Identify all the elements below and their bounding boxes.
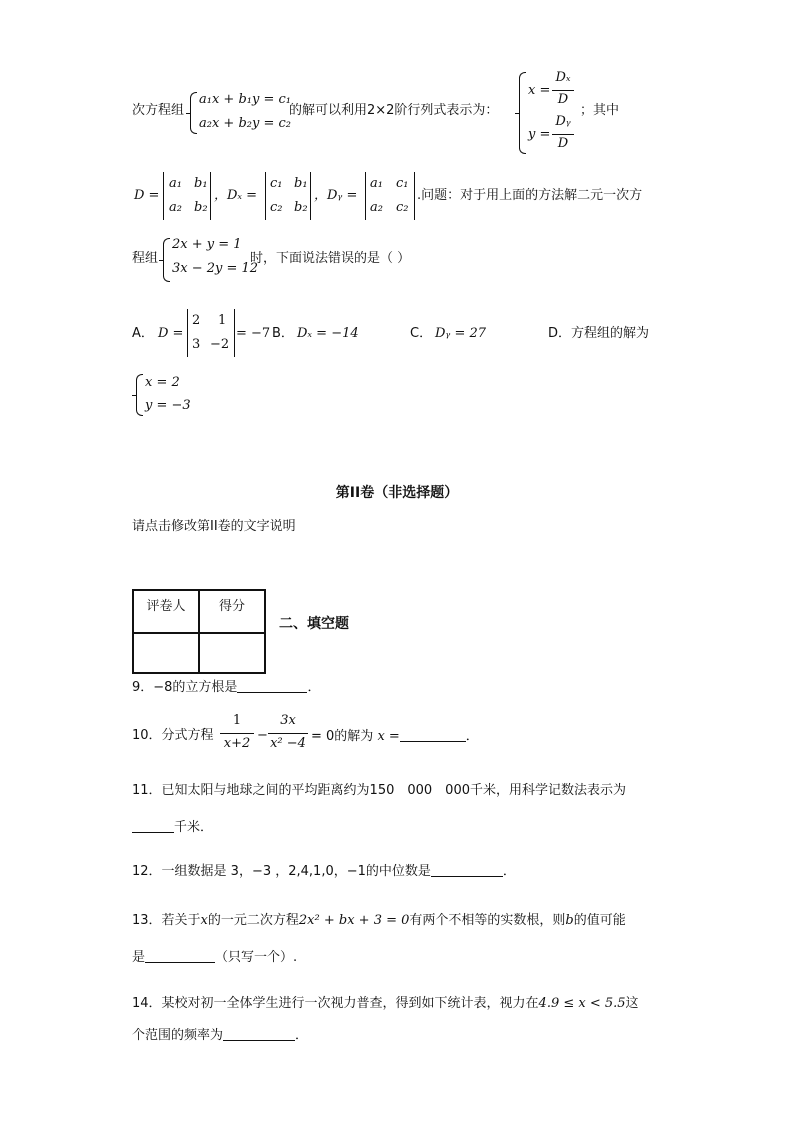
- q10-text: 10．分式方程: [132, 728, 214, 743]
- option-d-eq2: y = −3: [145, 398, 191, 413]
- q11-text: 11．已知太阳与地球之间的平均距离约为150 000 000千米，用科学记数法表示为: [132, 783, 626, 798]
- q13-b: b: [565, 913, 574, 928]
- q9-end: ．: [307, 680, 321, 695]
- p8-sol-x-lhs: x =: [528, 83, 551, 98]
- det-cell: 1: [218, 313, 227, 328]
- system-brace: [163, 238, 170, 282]
- q12-text: 12．一组数据是 3，−3 ，2,4,1,0，−1的中位数是: [132, 864, 431, 879]
- frac-x-num: Dₓ: [555, 70, 571, 85]
- det-Dy-label: ，Dᵧ =: [314, 188, 358, 203]
- det-cell: a₂: [169, 200, 182, 215]
- answer-blank[interactable]: [431, 862, 503, 877]
- det-cell: b₁: [194, 176, 208, 191]
- section-title: 第II卷（非选择题）: [335, 485, 459, 501]
- question-14: [132, 995, 639, 1013]
- answer-blank[interactable]: [132, 818, 174, 833]
- det-D: [163, 172, 211, 220]
- answer-blank[interactable]: [400, 727, 466, 742]
- p8-eq2: a₂x + b₂y = c₂: [199, 116, 291, 131]
- p8-frac-y: [552, 114, 574, 154]
- p8-mid-text: 的解可以利用2×2阶行列式表示为：: [289, 103, 499, 118]
- q10-x: x =: [377, 729, 400, 744]
- q10-minus: −: [257, 728, 268, 743]
- q10-end: ．: [465, 729, 479, 744]
- score-cell[interactable]: [199, 633, 265, 673]
- p8-sol-y-lhs: y =: [528, 127, 551, 142]
- det-cell: c₁: [270, 176, 283, 191]
- frac-y-num: Dᵧ: [555, 114, 571, 129]
- det-Dx: [265, 172, 311, 220]
- q13-text-e: 是: [132, 950, 146, 965]
- option-a-det: [187, 309, 235, 357]
- p8-eq1: a₁x + b₁y = c₁: [199, 92, 291, 107]
- frac-x-den: D: [557, 92, 569, 107]
- option-b-label: B．: [272, 326, 294, 341]
- p8-intro: 次方程组: [132, 103, 185, 118]
- det-cell: 2: [192, 313, 201, 328]
- q13-end: （只写一个）.: [215, 950, 298, 965]
- fraction-denominator: x+2: [223, 736, 251, 751]
- det-cell: −2: [210, 337, 230, 352]
- answer-blank[interactable]: [145, 948, 215, 963]
- question-13-rest: [132, 948, 297, 967]
- section-note: 请点击修改第II卷的文字说明: [132, 519, 296, 534]
- answer-blank[interactable]: [223, 1026, 295, 1041]
- solution-brace: [519, 72, 526, 154]
- option-a-D: D =: [158, 326, 184, 341]
- q12-end: ．: [502, 864, 516, 879]
- det-cell: a₂: [370, 200, 383, 215]
- question-10-rest: [311, 727, 479, 746]
- q10-fraction-1: [220, 713, 254, 755]
- det-cell: c₂: [396, 200, 409, 215]
- frac-bar: [552, 134, 574, 135]
- det-cell: c₂: [270, 200, 283, 215]
- fraction-numerator: 1: [232, 713, 242, 728]
- part-title: 二、填空题: [279, 616, 349, 632]
- q14-text-c: 个范围的频率为: [132, 1028, 224, 1043]
- system-brace: [190, 92, 197, 134]
- q9-text: 9．−8的立方根是: [132, 680, 238, 695]
- q10-fraction-2: [268, 713, 308, 755]
- det-Dx-label: ，Dₓ =: [214, 188, 258, 203]
- q13-text-c: 有两个不相等的实数根，则: [409, 913, 566, 928]
- q13-equation: 2x² + bx + 3 = 0: [298, 913, 410, 928]
- q13-text-b: 的一元二次方程: [207, 913, 299, 928]
- det-Dy: [365, 172, 415, 220]
- p8-sys-intro: 程组: [132, 251, 159, 266]
- p8-tail: ；其中: [580, 103, 620, 118]
- p8-question: .问题：对于用上面的方法解二元一次方: [417, 188, 643, 203]
- frac-y-den: D: [557, 136, 569, 151]
- q14-range: 4.9 ≤ x < 5.5: [538, 996, 626, 1011]
- q14-text-b: 这: [625, 996, 639, 1011]
- det-D-label: D =: [134, 188, 160, 203]
- frac-bar: [220, 733, 254, 734]
- det-cell: a₁: [169, 176, 182, 191]
- det-cell: a₁: [370, 176, 383, 191]
- answer-blank[interactable]: [237, 678, 307, 693]
- option-d-eq1: x = 2: [145, 375, 180, 390]
- option-a-value: = −7: [236, 326, 271, 341]
- option-b-expr: Dₓ = −14: [297, 326, 359, 341]
- det-cell: b₁: [294, 176, 308, 191]
- question-13: [132, 912, 626, 930]
- grader-cell[interactable]: [133, 633, 199, 673]
- q13-x: x: [200, 913, 208, 928]
- q14-end: ．: [295, 1028, 309, 1043]
- p8-sys-eq2: 3x − 2y = 12: [172, 261, 259, 276]
- option-c-expr: Dᵧ = 27: [435, 326, 487, 341]
- option-d-brace: [136, 374, 143, 416]
- question-9: [132, 678, 320, 697]
- question-12: [132, 862, 516, 881]
- p8-frac-x: [552, 70, 574, 110]
- score-header: 得分: [199, 590, 265, 633]
- det-cell: b₂: [294, 200, 308, 215]
- fraction-denominator: x² −4: [270, 736, 306, 751]
- p8-sys-tail: 时，下面说法错误的是（ ）: [250, 251, 411, 266]
- fraction-numerator: 3x: [280, 713, 296, 728]
- question-11-rest: [132, 818, 213, 837]
- option-c-label: C．: [410, 326, 433, 341]
- option-d-label: D．方程组的解为: [548, 326, 650, 341]
- q14-text: 14．某校对初一全体学生进行一次视力普查，得到如下统计表，视力在: [132, 996, 539, 1011]
- frac-bar: [268, 733, 308, 734]
- q13-text: 13．若关于: [132, 913, 201, 928]
- det-cell: c₁: [396, 176, 409, 191]
- q13-text-d: 的值可能: [573, 913, 626, 928]
- grader-header: 评卷人: [133, 590, 199, 633]
- question-14-rest: [132, 1026, 308, 1045]
- q11-end: 千米．: [174, 820, 214, 835]
- option-a-label: A．: [132, 326, 154, 341]
- p8-sys-eq1: 2x + y = 1: [172, 237, 242, 252]
- score-table: [132, 589, 266, 674]
- frac-bar: [552, 90, 574, 91]
- det-cell: b₂: [194, 200, 208, 215]
- det-cell: 3: [192, 337, 201, 352]
- q10-text-b: = 0的解为: [311, 729, 374, 744]
